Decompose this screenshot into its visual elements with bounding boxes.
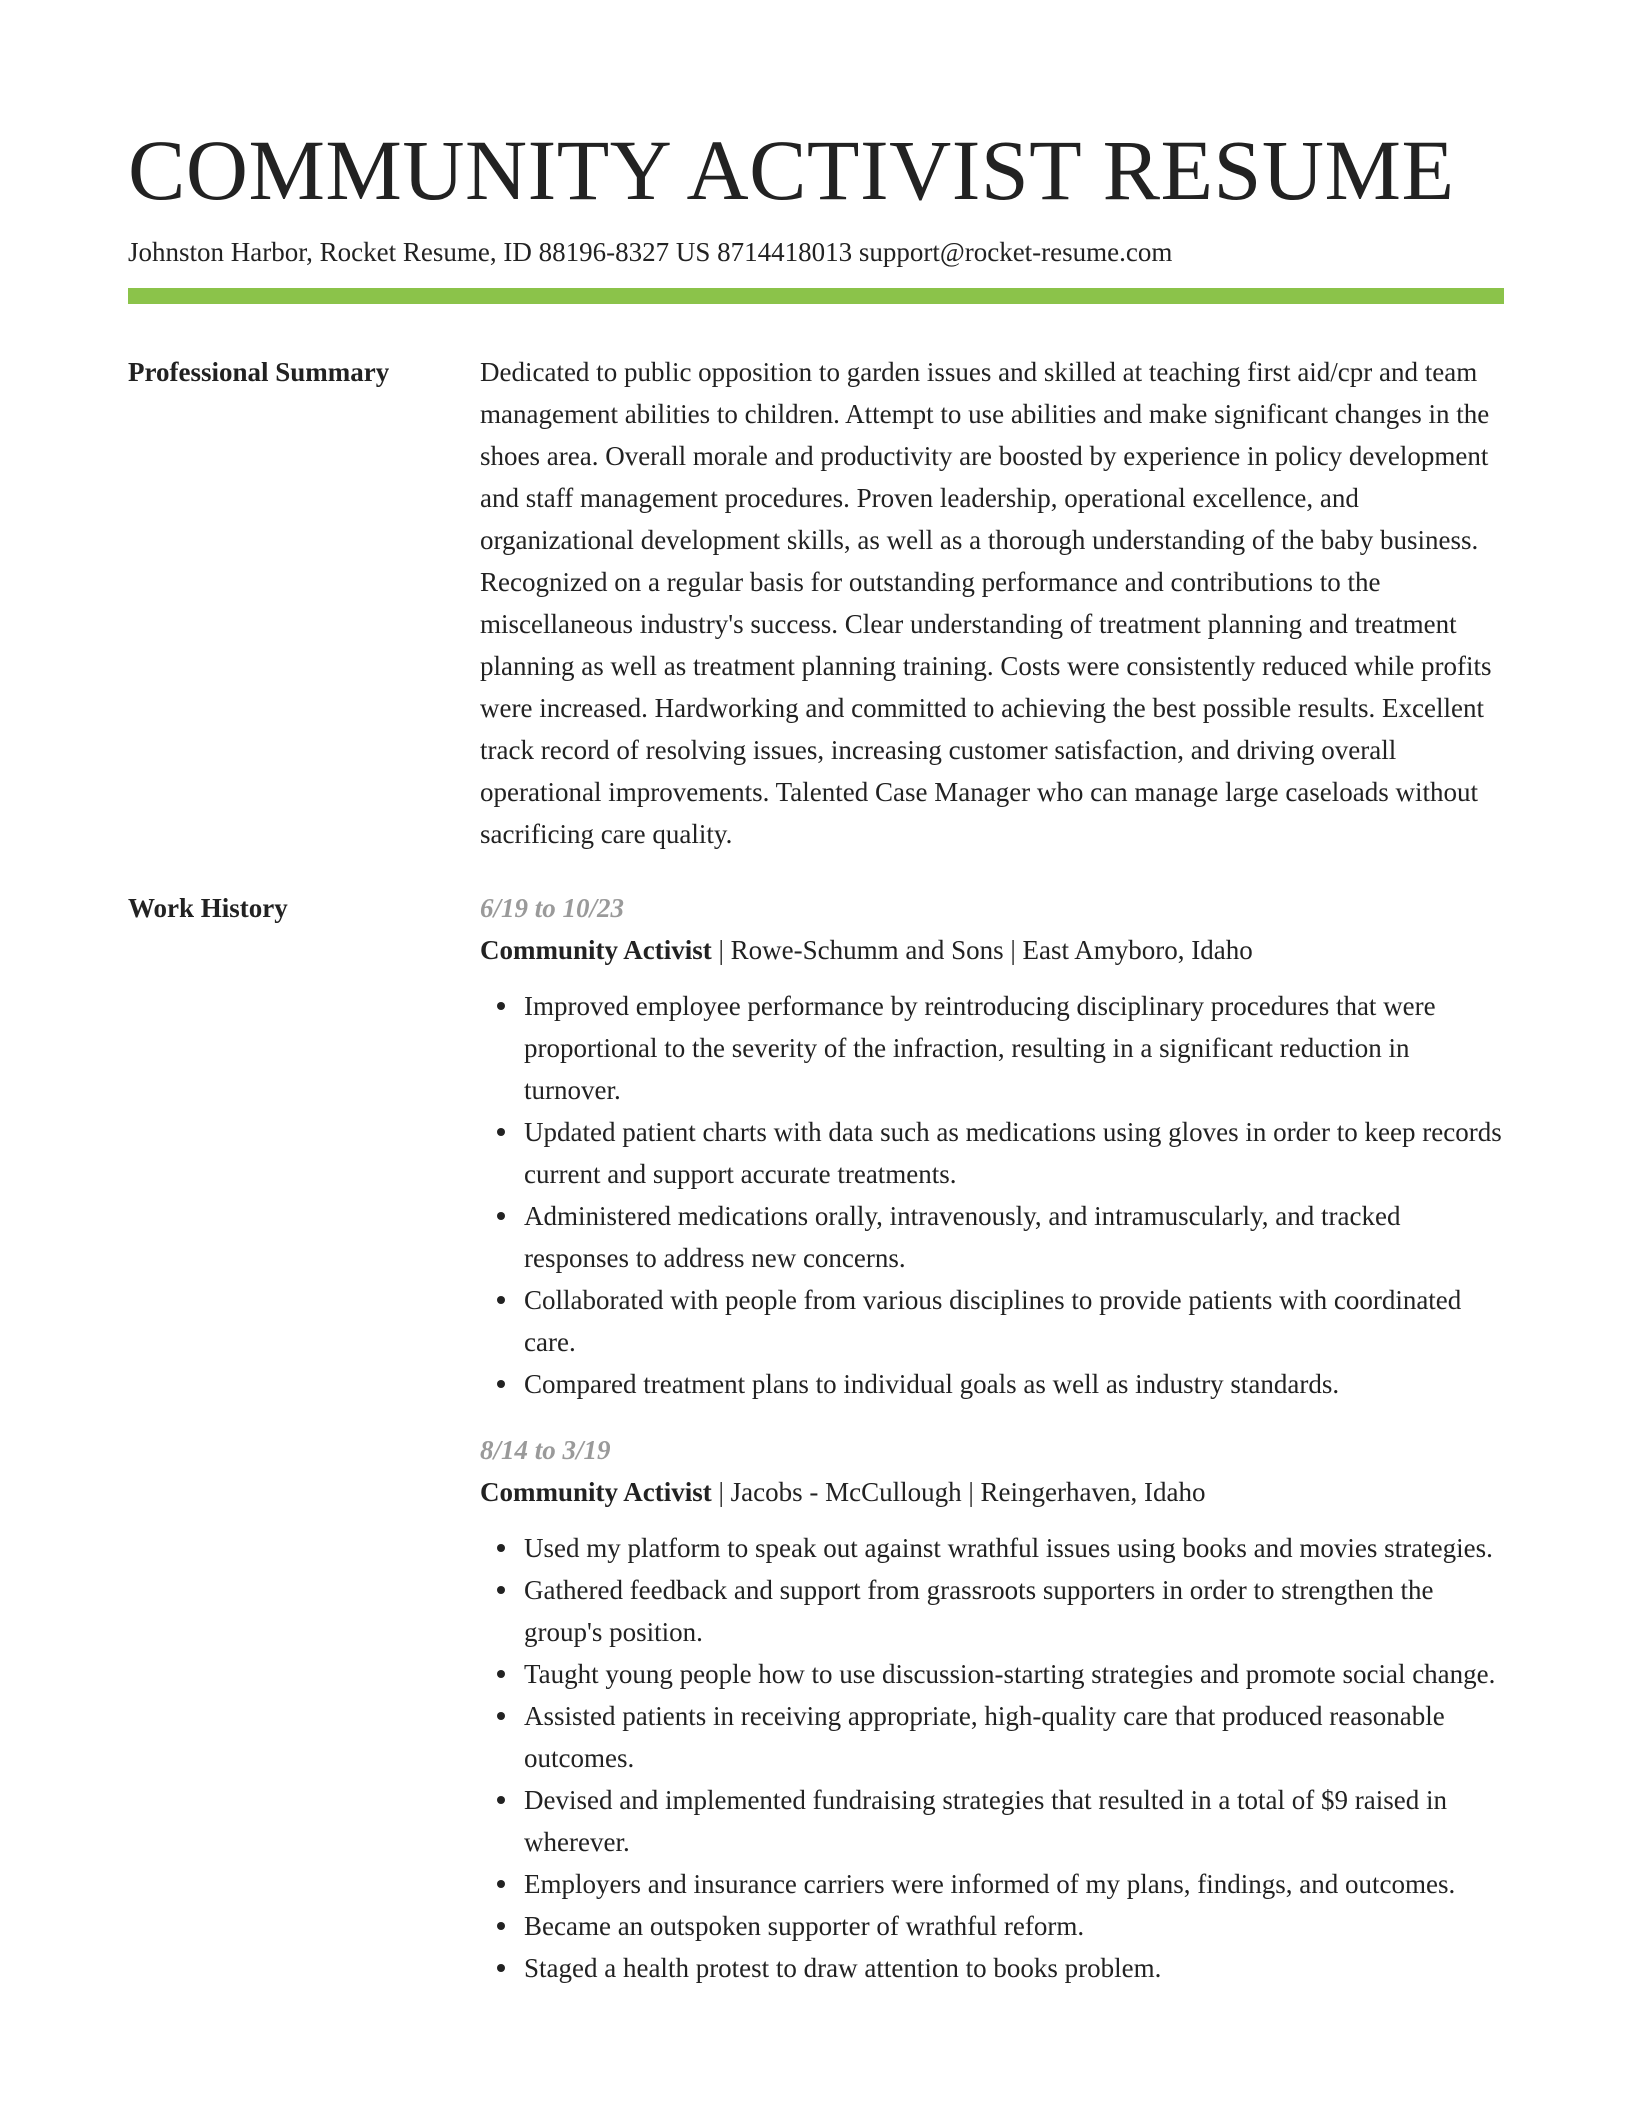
job-bullet: Devised and implemented fundraising strategies that resulted in a total of $9 raised in wherever. [524, 1779, 1504, 1863]
job-bullet: Improved employee performance by reintroducing disciplinary procedures that were proportional to the severity of the infraction, resulting in a significant reduction in turnover. [524, 985, 1504, 1111]
job-bullet: Became an outspoken supporter of wrathful reform. [524, 1905, 1504, 1947]
job-bullet: Collaborated with people from various disciplines to provide patients with coordinated care. [524, 1279, 1504, 1363]
job-bullet: Gathered feedback and support from grassroots supporters in order to strengthen the group's position. [524, 1569, 1504, 1653]
contact-address: Johnston Harbor, Rocket Resume, ID 88196-8327 US [128, 237, 711, 267]
job-heading [480, 1471, 1504, 1513]
job-bullet: Employers and insurance carriers were informed of my plans, findings, and outcomes. [524, 1863, 1504, 1905]
summary-heading: Professional Summary [128, 357, 390, 387]
job-bullet: Taught young people how to use discussion-starting strategies and promote social change. [524, 1653, 1504, 1695]
summary-body [480, 351, 1504, 855]
job-title: Community Activist [480, 935, 712, 965]
job-bullet: Administered medications orally, intravenously, and intramuscularly, and tracked responses to address new concerns. [524, 1195, 1504, 1279]
job-entry [480, 887, 1504, 1405]
work-history-section [128, 887, 1504, 2013]
job-bullet: Used my platform to speak out against wrathful issues using books and movies strategies. [524, 1527, 1504, 1569]
job-details: | Rowe-Schumm and Sons | East Amyboro, Idaho [711, 935, 1253, 965]
contact-email: support@rocket-resume.com [858, 237, 1173, 267]
contact-phone: 8714418013 [717, 237, 853, 267]
summary-section [128, 351, 1504, 855]
job-bullet: Updated patient charts with data such as medications using gloves in order to keep records current and support accurate treatments. [524, 1111, 1504, 1195]
summary-text: Dedicated to public opposition to garden issues and skilled at teaching first aid/cpr and team management abilities to children. Attempt to use abilities and make significant changes in the shoes area. Overall morale and productivity are boosted by experience in policy development and staff management procedures. Proven leadership, operational excellence, and organizational development skills, as well as a thorough understanding of the baby business. Recognized on a regular basis for outstanding performance and contributions to the miscellaneous industry's success. Clear understanding of treatment planning and treatment planning as well as treatment planning training. Costs were consistently reduced while profits were increased. Hardworking and committed to achieving the best possible results. Excellent track record of resolving issues, increasing customer satisfaction, and driving overall operational improvements. Talented Case Manager who can manage large caseloads without sacrificing care quality. [480, 357, 1492, 849]
job-bullet: Staged a health protest to draw attention to books problem. [524, 1947, 1504, 1989]
job-bullets [480, 985, 1504, 1405]
job-dates: 6/19 to 10/23 [480, 893, 625, 923]
contact-line [128, 234, 1504, 270]
job-dates: 8/14 to 3/19 [480, 1435, 611, 1465]
work-history-body [480, 887, 1504, 2013]
job-bullet: Assisted patients in receiving appropriate, high-quality care that produced reasonable outcomes. [524, 1695, 1504, 1779]
resume-title: COMMUNITY ACTIVIST RESUME [128, 122, 1455, 218]
job-heading [480, 929, 1504, 971]
job-entry [480, 1429, 1504, 1989]
job-bullets [480, 1527, 1504, 1989]
job-bullet: Compared treatment plans to individual goals as well as industry standards. [524, 1363, 1504, 1405]
work-history-heading: Work History [128, 893, 288, 923]
resume-page [128, 0, 1504, 2013]
job-title: Community Activist [480, 1477, 712, 1507]
header-divider [128, 288, 1504, 304]
job-details: | Jacobs - McCullough | Reingerhaven, Idaho [711, 1477, 1206, 1507]
